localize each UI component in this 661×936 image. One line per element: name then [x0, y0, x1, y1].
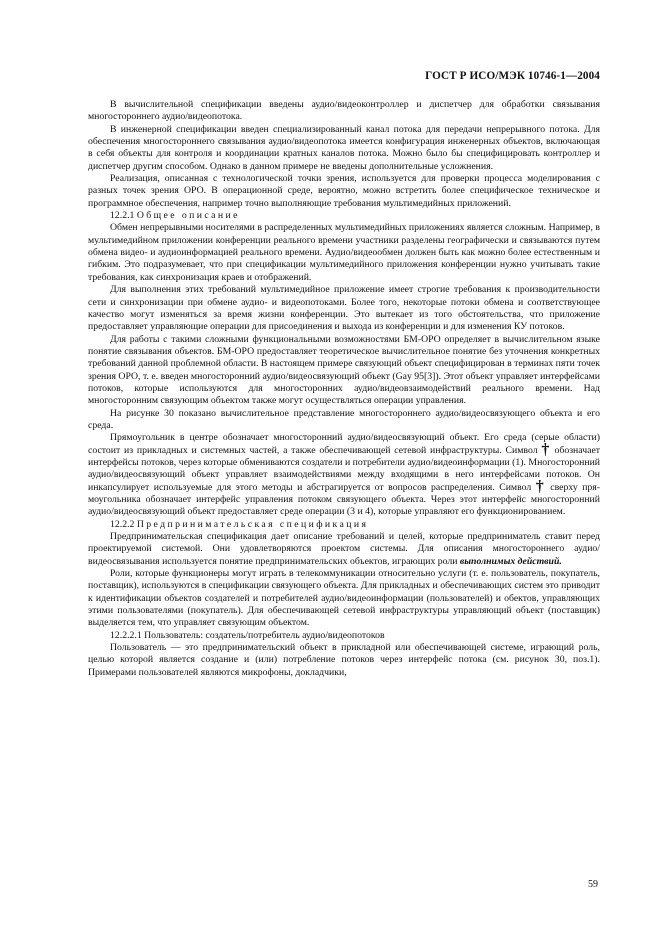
paragraph: Роли, которые функционеры могут играть в телекоммуникации относительно услуги (т. е. пользователь, покупатель, поставщик), используются в спецификации связующего объекта. Для прикладных и обеспечивающих систем это приводит к идентификации объектов создателей и потребителей аудио/видеоинформации (пользователей) и обектов, управляющих этими пользователями (покупатель). Для обеспечивающей сетевой инфраструктуры управляющий объект (поставщик) выделяется тем, что управляет связующим объектом. — [88, 568, 600, 629]
paragraph: Для выполнения этих требований мультимедийное приложение имеет строгие требования к производительности сети и синхронизации при обмене аудио- и видеопотоками. Более того, некоторые потоки обмена и соответствующее качество могут изменяться за время жизни конференции. Это вытекает из того обстоятельства, что приложение предоставляет управляющие операции для присоединения и выхода из конференции и для изменения КУ потоков. — [88, 284, 600, 333]
text-run: обозначает интерфейсы потоков, через которые обмениваются создатели и потребители аудио/видеоинформации (1). Многосторонний аудио/видеосвязующий объект управляет взаимодействиями между входящими в него интерфейсами потоков. Он инкапсулирует используемые для этого методы и абстрагируется от вопросов распределения. Символ — [88, 444, 601, 493]
page-number: 59 — [588, 879, 598, 890]
paragraph: Для работы с такими сложными функциональными возможностями БМ-ОРО определяет в вычислительном языке понятие связывания объектов. БМ-ОРО предоставляет теоретическое вычислительное понятие без уточнения конкретных требований данной проблемной области. В настоящем примере связующий объект специфицирован в терминах пяти точек зрения ОРО, т. е. введен многосторонний аудио/видеосвязующий объект (Gay 95[3]). Этот объект управляет интерфейсами потоков, которые используются для многосторонних аудио/видеовзаимодействий реального времени. Над многосторонним связующим объектом также могут осуществляться операции управления. — [88, 333, 601, 407]
section-number: 12.2.2 — [110, 518, 135, 530]
document-body — [88, 99, 600, 679]
text-run: Прямоугольник в центре обозначает многосторонний аудио/видеосвязующий объект. Его среда (серые области) состоит из прикладных и системных частей, а также обеспечивающей сетевой инфраструктуры. Символ — [88, 432, 600, 456]
text-run: сверху прямоугольника обозначает интерфейс управления потоком связующего объекта. Через этот интерфейс многосторонний аудио/видеосвязующий объект предоставляет среде операции (3 и 4), которые управляют его функционированием. — [88, 481, 601, 518]
emphasis-text: выполнимых действий. — [459, 555, 562, 567]
section-title: Предпринимательская спецификация — [136, 518, 369, 530]
paragraph: На рисунке 30 показано вычислительное представление многостороннего аудио/видеосвязующего объекта и его среда. — [88, 407, 600, 431]
paragraph: В вычислительной спецификации введены аудио/видеоконтроллер и диспетчер для обработки связывания многостороннего аудио/видеопотока. — [88, 99, 600, 123]
document-header: ГОСТ Р ИСО/МЭК 10746-1—2004 — [425, 70, 600, 82]
control-interface-symbol-icon: † — [535, 477, 546, 495]
paragraph: Реализация, описанная с технологической точки зрения, используется для проверки процесса моделирования с разных точек зрения ОРО. В операционной среде, вероятно, можно встретить более специфическое техническое и программное обеспечения, например точно выполняющие требования мультимедийных приложений. — [88, 173, 600, 209]
paragraph-with-symbols — [88, 432, 600, 518]
stream-interface-symbol-icon: † — [541, 440, 551, 458]
paragraph: Обмен непрерывными носителями в распределенных мультимедийных приложениях является сложным. Например, в мультимедийном приложении конференции реального времени участники разделены географически и связываются путем обмена видео- и аудиоинформацией реального времени. Аудио/видеообмен должен быть как можно более естественным и гибким. Это подразумевает, что при спецификации мультимедийного приложения конференции нужно учитывать такие требования, как синхронизация краев и отображений. — [88, 222, 600, 283]
section-number: 12.2.1 — [110, 210, 135, 222]
section-heading-12-2-2 — [88, 519, 600, 531]
section-heading-12-2-1 — [88, 210, 600, 222]
paragraph — [88, 531, 600, 568]
paragraph: В инженерной спецификации введен специализированный канал потока для передачи непрерывного потока. Для обеспечения многостороннего связывания аудио/видеопотока имеется конфигурация инженерных объектов, включающая в себя объекты для контроля и координации кратных каналов потока. Можно было бы специфицировать контроллер и диспетчер другим способом. Однако в данном примере не введены дополнительные усложнения. — [88, 123, 600, 172]
section-title: Общее описание — [136, 210, 240, 222]
section-heading-12-2-2-1: 12.2.2.1 Пользователь: создатель/потребитель аудио/видеопотоков — [110, 629, 385, 641]
paragraph: Пользователь — это предпринимательский объект в прикладной или обеспечивающей системе, играющий роль, целью которой является создание и (или) потребление потоков через интерфейс потока (см. рисунок 30, поз.1). Примерами пользователей являются микрофоны, докладчики, — [88, 642, 600, 678]
text-run: Предпринимательская спецификация дает описание требований и целей, которые предприниматель ставит перед проектируемой системой. Они удовлетворяются проектом системы. Для описания многостороннего аудио/видеосвязывания используется понятие предпринимательских объектов, играющих роли — [88, 531, 600, 567]
